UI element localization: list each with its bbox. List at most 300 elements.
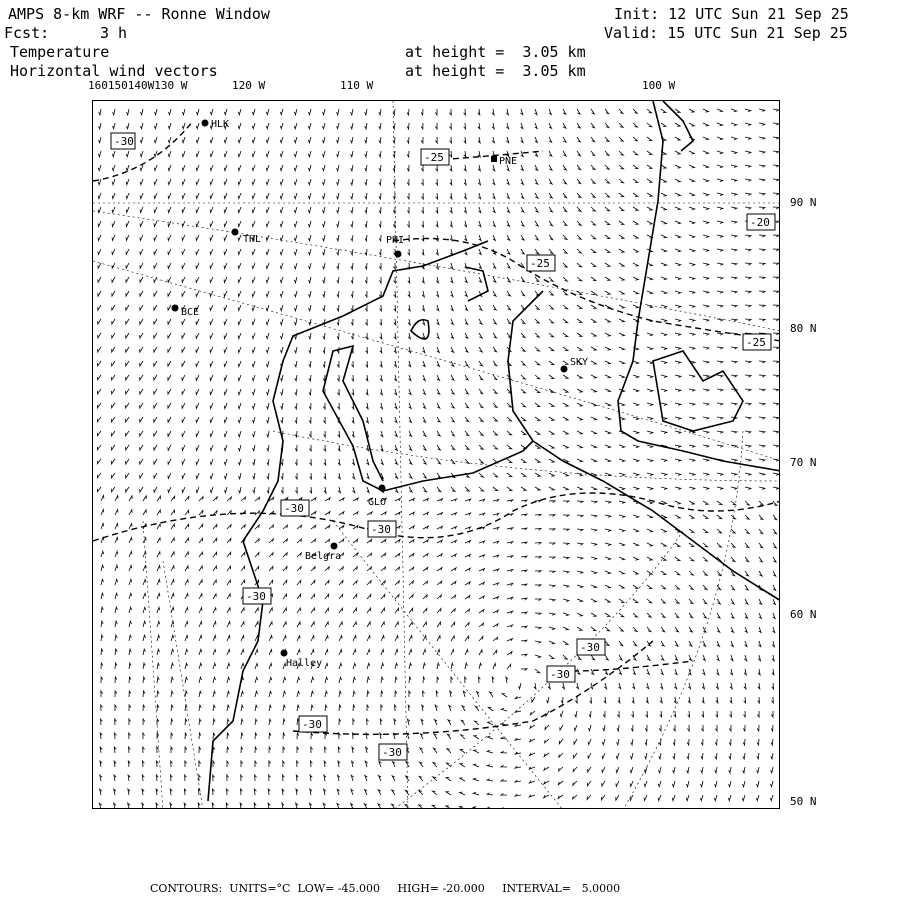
wind-vector	[196, 291, 199, 296]
wind-vector	[267, 417, 269, 423]
wind-vector	[493, 179, 495, 185]
wind-vector	[435, 705, 437, 711]
wind-vector	[645, 725, 647, 731]
wind-vector	[436, 235, 438, 241]
wind-vector	[224, 319, 227, 325]
wind-vector	[544, 753, 549, 757]
wind-vector	[773, 333, 779, 335]
wind-vector	[703, 655, 706, 661]
wind-vector	[224, 193, 227, 199]
wind-vector	[474, 721, 479, 725]
wind-vector	[423, 636, 426, 641]
wind-vector	[647, 389, 653, 392]
wind-vector	[507, 487, 512, 491]
wind-vector	[268, 789, 270, 795]
wind-vector	[577, 613, 582, 616]
station-thl	[232, 229, 262, 246]
wind-vector	[507, 431, 512, 435]
wind-vector	[351, 319, 353, 325]
wind-vector	[507, 597, 513, 599]
wind-vector	[521, 487, 526, 490]
wind-vector	[168, 165, 171, 171]
wind-vector	[310, 473, 312, 479]
wind-vector	[675, 361, 681, 363]
wind-vector	[241, 636, 244, 642]
wind-vector	[168, 459, 171, 464]
wind-vector	[675, 305, 681, 308]
wind-vector	[325, 691, 327, 697]
wind-vector	[126, 403, 129, 408]
wind-vector	[112, 333, 115, 338]
wind-vector	[450, 151, 452, 157]
wind-vector	[465, 403, 469, 408]
wind-vector	[477, 692, 480, 698]
wind-vector	[381, 636, 384, 641]
wind-vector	[423, 595, 427, 599]
wind-vector	[367, 705, 369, 711]
wind-vector	[309, 305, 311, 311]
wind-vector	[574, 739, 577, 744]
wind-vector	[323, 151, 326, 157]
wind-vector	[446, 806, 451, 809]
wind-vector	[535, 389, 540, 393]
wind-vector	[154, 123, 157, 129]
wind-vector	[168, 417, 171, 422]
wind-vector	[182, 319, 185, 324]
wind-vector	[619, 543, 625, 546]
wind-vector	[703, 417, 709, 419]
wind-vector	[745, 641, 747, 647]
wind-vector	[549, 613, 555, 615]
wind-vector	[437, 459, 441, 464]
svg-text:-25: -25	[424, 151, 444, 164]
wind-vector	[182, 207, 185, 213]
wind-vector	[325, 636, 328, 641]
wind-vector	[773, 403, 779, 405]
wind-vector	[129, 565, 132, 571]
wind-vector	[515, 794, 521, 796]
wind-vector	[409, 498, 414, 501]
wind-vector	[464, 109, 466, 115]
wind-vector	[100, 775, 102, 781]
wind-vector	[437, 649, 440, 655]
wind-vector	[619, 361, 625, 364]
wind-vector	[379, 761, 382, 767]
wind-vector	[759, 109, 765, 111]
wind-vector	[323, 235, 325, 241]
wind-vector	[199, 497, 203, 501]
wind-vector	[423, 459, 426, 464]
wind-vector	[269, 650, 272, 656]
wind-vector	[337, 263, 339, 269]
wind-vector	[113, 109, 115, 115]
wind-vector	[689, 641, 692, 646]
wind-vector	[451, 431, 455, 436]
wind-vector	[535, 221, 538, 226]
wind-vector	[213, 538, 217, 543]
wind-vector	[535, 487, 540, 490]
wind-vector	[154, 375, 157, 380]
wind-vector	[520, 109, 522, 115]
wind-vector	[647, 375, 653, 378]
wind-vector	[422, 207, 424, 213]
wind-vector	[529, 795, 535, 797]
wind-vector	[252, 179, 255, 185]
wind-vector	[129, 691, 131, 697]
wind-vector	[619, 613, 624, 617]
wind-vector	[605, 165, 609, 169]
wind-vector	[266, 291, 269, 297]
wind-vector	[168, 305, 171, 310]
wind-vector	[661, 165, 666, 168]
wind-vector	[563, 291, 568, 295]
wind-vector	[703, 389, 709, 391]
wind-vector	[408, 347, 410, 353]
wind-vector	[381, 608, 385, 613]
wind-vector	[112, 347, 115, 352]
wind-vector	[238, 207, 241, 213]
wind-vector	[252, 221, 255, 227]
wind-vector	[168, 347, 171, 352]
wind-vector	[577, 151, 581, 156]
wind-vector	[743, 739, 745, 745]
wind-vector	[703, 263, 709, 265]
wind-vector	[269, 775, 271, 781]
wind-vector	[675, 165, 680, 168]
wind-vector	[101, 496, 104, 502]
wind-vector	[269, 566, 273, 571]
wind-vector	[534, 683, 536, 689]
wind-vector	[379, 235, 381, 241]
wind-vector	[182, 277, 185, 282]
wind-vector	[227, 552, 231, 557]
wind-vector	[337, 789, 339, 795]
wind-vector	[675, 473, 681, 475]
wind-vector	[535, 235, 538, 240]
wind-vector	[759, 235, 765, 237]
wind-vector	[647, 655, 650, 660]
wind-vector	[619, 459, 625, 462]
wind-vector	[182, 473, 185, 479]
wind-vector	[616, 753, 619, 759]
wind-vector	[647, 291, 653, 294]
wind-vector	[99, 123, 101, 129]
wind-vector	[112, 487, 115, 492]
wind-vector	[675, 487, 681, 490]
wind-vector	[351, 775, 353, 781]
wind-vector	[338, 431, 340, 437]
wind-vector	[577, 599, 583, 602]
wind-vector	[507, 263, 510, 268]
wind-vector	[238, 333, 241, 339]
wind-vector	[437, 487, 441, 492]
wind-vector	[515, 738, 521, 740]
wind-vector	[196, 193, 199, 199]
wind-vector	[294, 193, 297, 199]
wind-vector	[101, 579, 104, 585]
wind-vector	[675, 501, 680, 504]
wind-vector	[758, 697, 760, 703]
wind-vector	[210, 319, 213, 324]
wind-vector	[379, 193, 381, 199]
graticule-line	[393, 101, 408, 809]
wind-vector	[182, 235, 185, 240]
wind-vector	[351, 151, 353, 157]
wind-vector	[633, 165, 638, 169]
wind-vector	[294, 151, 297, 157]
wind-vector	[437, 347, 440, 353]
wind-vector	[112, 235, 115, 240]
wind-vector	[241, 705, 243, 711]
wind-vector	[182, 179, 185, 185]
wind-vector	[661, 375, 667, 378]
wind-vector	[717, 277, 723, 279]
wind-vector	[112, 319, 115, 324]
wind-vector	[157, 607, 160, 613]
wind-vector	[213, 552, 217, 557]
wind-vector	[157, 705, 159, 711]
wind-vector	[126, 389, 129, 394]
wind-vector	[701, 781, 704, 787]
station-halley	[281, 650, 323, 670]
wind-vector	[661, 641, 664, 646]
wind-vector	[168, 431, 171, 436]
wind-vector	[465, 389, 468, 394]
wind-vector	[535, 528, 541, 530]
wind-vector	[423, 608, 427, 613]
wind-vector	[689, 291, 695, 294]
wind-vector	[266, 249, 269, 255]
wind-vector	[238, 403, 241, 409]
wind-vector	[129, 635, 131, 641]
wind-vector	[199, 538, 203, 543]
wind-vector	[577, 473, 583, 476]
wind-vector	[238, 417, 241, 423]
wind-vector	[731, 529, 735, 533]
wind-vector	[463, 691, 465, 697]
station-bce	[172, 305, 200, 319]
wind-vector	[493, 487, 498, 491]
wind-vector	[507, 277, 510, 282]
wind-vector	[241, 525, 245, 529]
wind-vector	[294, 263, 297, 269]
wind-vector	[143, 761, 145, 767]
wind-vector	[602, 753, 605, 759]
wind-vector	[115, 537, 118, 543]
wind-vector	[675, 431, 681, 433]
wind-vector	[213, 677, 216, 683]
wind-vector	[703, 515, 708, 518]
wind-vector	[423, 663, 425, 669]
wind-vector	[140, 151, 143, 157]
svg-text:SKY: SKY	[570, 357, 589, 368]
wind-vector	[114, 803, 116, 809]
wind-vector	[157, 677, 159, 683]
wind-vector	[771, 725, 773, 731]
wind-vector	[154, 459, 157, 464]
wind-vector	[675, 571, 680, 575]
wind-vector	[97, 417, 101, 422]
wind-vector	[451, 487, 455, 491]
wind-vector	[501, 765, 507, 767]
wind-vector	[224, 221, 227, 227]
wind-vector	[297, 553, 301, 557]
contour-label	[243, 588, 271, 604]
wind-vector	[672, 795, 675, 801]
wind-vector	[238, 305, 241, 311]
wind-vector	[590, 697, 592, 703]
wind-vector	[395, 677, 397, 683]
wind-vector	[661, 123, 666, 126]
wind-vector	[433, 748, 437, 753]
wind-vector	[267, 403, 269, 409]
wind-vector	[185, 733, 187, 739]
wind-vector	[549, 319, 554, 323]
wind-vector	[563, 263, 567, 267]
coastline-far-east	[618, 101, 780, 471]
wind-vector	[394, 291, 396, 297]
wind-vector	[199, 677, 202, 683]
wind-vector	[605, 319, 610, 322]
wind-vector	[646, 683, 648, 689]
wind-vector	[563, 403, 568, 406]
wind-vector	[98, 249, 101, 254]
wind-vector	[703, 459, 709, 461]
wind-vector	[365, 165, 367, 171]
wind-vector	[266, 347, 269, 353]
wind-vector	[647, 487, 653, 490]
wind-vector	[324, 789, 326, 795]
wind-vector	[759, 277, 765, 279]
wind-vector	[437, 622, 441, 627]
wind-vector	[561, 697, 563, 703]
wind-vector	[591, 627, 596, 631]
coastline	[208, 101, 780, 801]
wind-vector	[241, 775, 243, 781]
wind-vector	[294, 123, 297, 129]
wind-vector	[772, 641, 774, 647]
wind-vector	[395, 540, 400, 543]
contour-label	[368, 521, 396, 537]
wind-vector	[773, 179, 779, 181]
wind-vector	[409, 677, 411, 683]
wind-vector	[227, 733, 229, 739]
wind-vector	[154, 445, 157, 450]
wind-vector	[241, 663, 244, 669]
wind-vector	[675, 375, 681, 377]
svg-text:-30: -30	[302, 718, 322, 731]
wind-vector	[493, 569, 499, 571]
wind-vector	[507, 221, 510, 226]
wind-vector	[99, 803, 101, 809]
wind-vector	[407, 221, 409, 227]
wind-vector	[283, 705, 285, 711]
wind-vector	[715, 767, 717, 773]
wind-vector	[143, 510, 146, 515]
wind-vector	[633, 599, 638, 603]
wind-vector	[269, 747, 271, 753]
wind-vector	[143, 719, 145, 725]
wind-vector	[423, 417, 426, 422]
wind-vector	[309, 249, 312, 255]
wind-vector	[311, 761, 313, 767]
wind-vector	[731, 375, 737, 377]
wind-vector	[155, 109, 158, 115]
wind-vector	[381, 553, 386, 557]
wind-vector	[591, 613, 596, 616]
wind-vector	[745, 137, 751, 140]
wind-vector	[269, 553, 273, 557]
wind-vector	[577, 501, 583, 503]
wind-vector	[588, 753, 591, 758]
wind-vector	[576, 683, 578, 689]
wind-vector	[451, 677, 453, 683]
wind-vector	[352, 403, 354, 409]
wind-vector	[365, 291, 367, 297]
wind-vector	[323, 193, 326, 199]
wind-vector	[337, 305, 339, 311]
wind-vector	[269, 636, 272, 641]
wind-vector	[728, 795, 731, 801]
wind-vector	[591, 543, 597, 545]
wind-vector	[619, 137, 623, 141]
wind-vector	[296, 803, 298, 809]
wind-vector	[325, 594, 329, 599]
wind-vector	[407, 109, 409, 115]
wind-vector	[535, 627, 541, 629]
wind-vector	[405, 805, 409, 810]
wind-vector	[773, 445, 779, 447]
wind-vector	[535, 109, 538, 115]
wind-vector	[619, 151, 623, 155]
wind-vector	[658, 795, 661, 801]
wind-vector	[213, 566, 216, 571]
wind-vector	[337, 179, 339, 185]
wind-vector	[535, 599, 541, 601]
wind-vector	[381, 540, 386, 544]
wind-vector	[759, 375, 765, 377]
wind-vector	[171, 677, 173, 683]
wind-vector	[381, 622, 384, 627]
wind-vector	[462, 706, 465, 711]
wind-vector	[773, 319, 779, 321]
wind-vector	[759, 319, 765, 321]
wind-vector	[394, 333, 396, 339]
wind-vector	[703, 375, 709, 377]
wind-vector	[280, 319, 283, 325]
wind-vector	[171, 649, 174, 655]
wind-vector	[703, 249, 709, 252]
wind-vector	[199, 635, 202, 641]
wind-vector	[114, 747, 116, 753]
wind-vector	[507, 556, 513, 558]
wind-vector	[266, 151, 269, 157]
wind-vector	[367, 649, 370, 655]
wind-vector	[196, 487, 199, 493]
wind-vector	[535, 585, 541, 587]
wind-vector	[365, 207, 367, 213]
wind-vector	[168, 375, 171, 380]
wind-vector	[451, 347, 454, 352]
wind-vector	[577, 445, 582, 448]
wind-vector	[529, 781, 535, 784]
wind-vector	[97, 445, 101, 450]
wind-vector	[353, 677, 355, 683]
wind-vector	[605, 585, 610, 588]
wind-vector	[365, 319, 367, 325]
wind-vector	[591, 305, 596, 308]
wind-vector	[437, 319, 439, 325]
